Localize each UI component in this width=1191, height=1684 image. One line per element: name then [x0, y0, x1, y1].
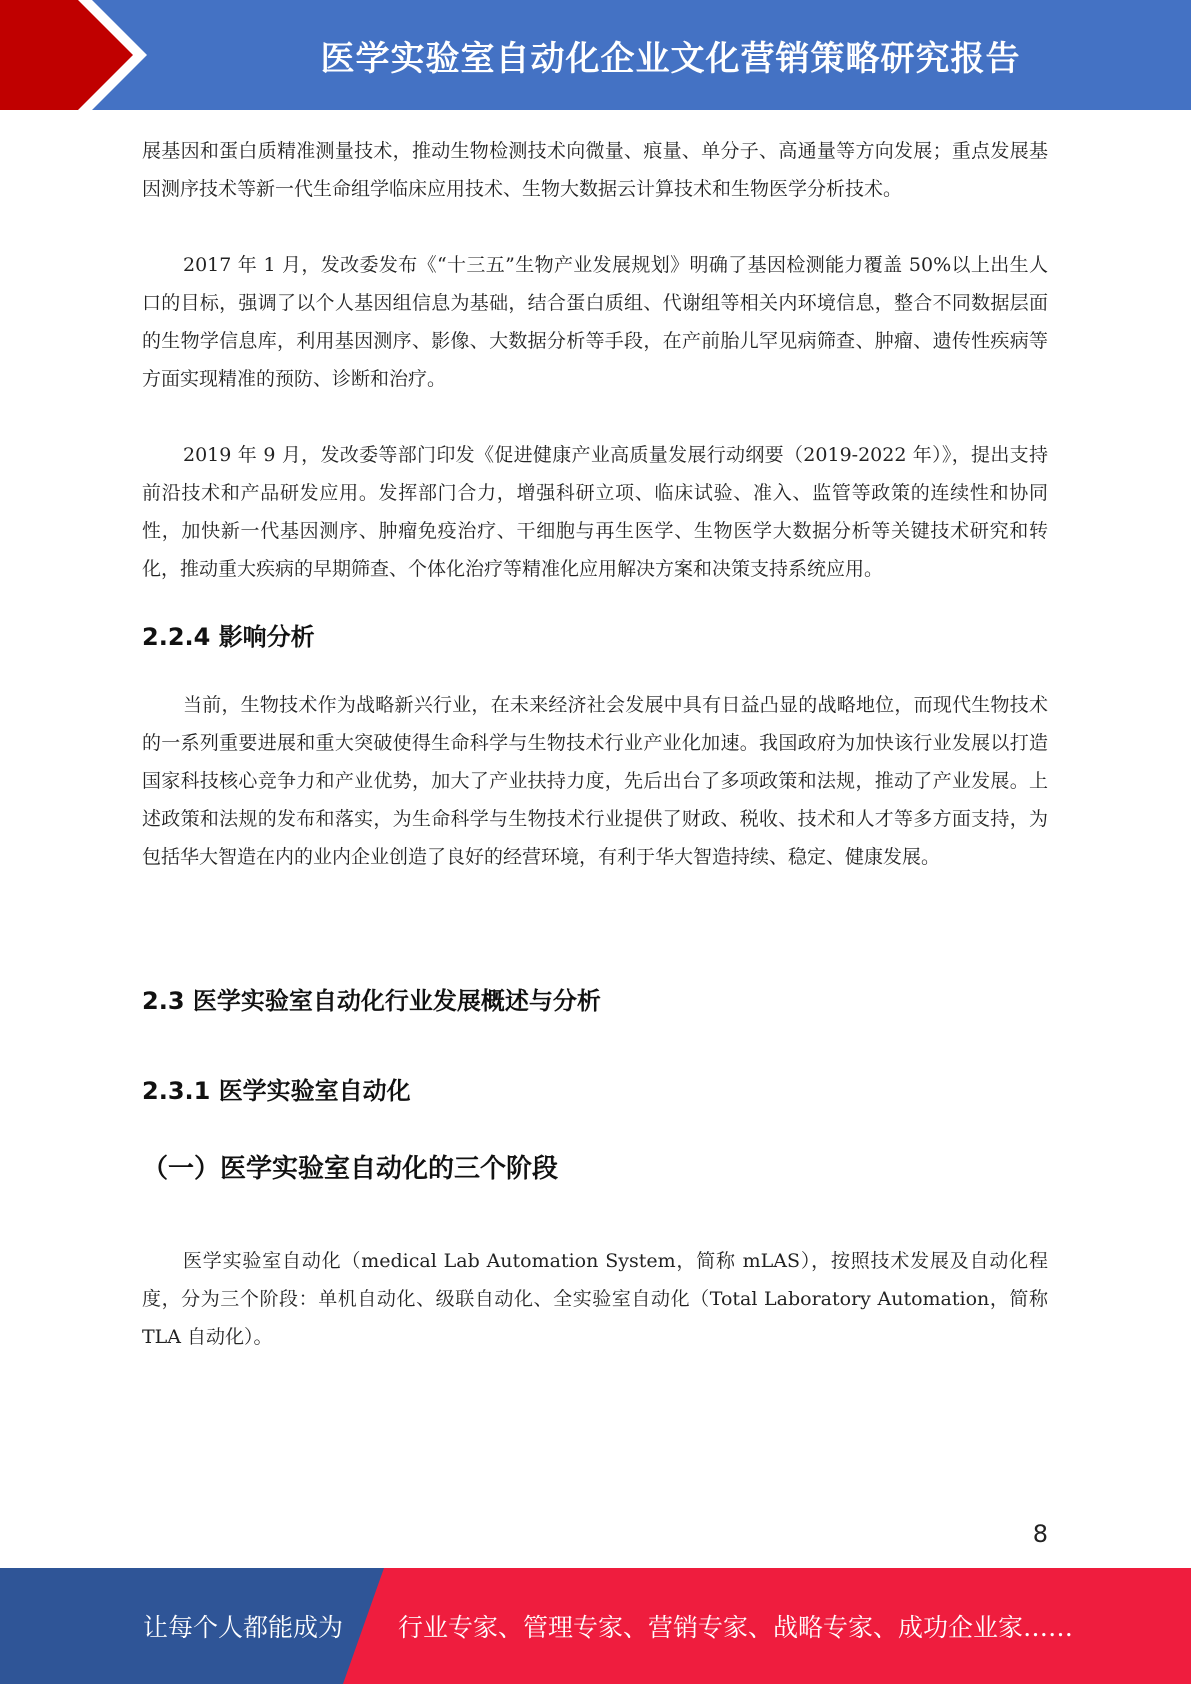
footer-slogan-right: 行业专家、管理专家、营销专家、战略专家、成功企业家……	[398, 1613, 1074, 1642]
page-content	[142, 132, 1048, 1356]
paragraph-mlas: 医学实验室自动化（medical Lab Automation System，简称 mLAS），按照技术发展及自动化程度，分为三个阶段：单机自动化、级联自动化、全实验室自动化（Total Laboratory Automation，简称 TLA 自动化）。	[142, 1250, 1048, 1348]
report-title: 医学实验室自动化企业文化营销策略研究报告	[320, 38, 1021, 79]
heading-2-3: 2.3 医学实验室自动化行业发展概述与分析	[142, 987, 601, 1015]
header-arrow-decoration	[0, 0, 160, 110]
heading-2-2-4: 2.2.4 影响分析	[142, 623, 315, 651]
paragraph-2017-plan: 2017 年 1 月，发改委发布《“十三五”生物产业发展规划》明确了基因检测能力覆盖 50%以上出生人口的目标，强调了以个人基因组信息为基础，结合蛋白质组、代谢组等相关内环境信息，整合不同数据层面的生物学信息库，利用基因测序、影像、大数据分析等手段，在产前胎儿罕见病筛查、肿瘤、遗传性疾病等方面实现精准的预防、诊断和治疗。	[142, 254, 1048, 390]
paragraph-gene-tech: 展基因和蛋白质精准测量技术，推动生物检测技术向微量、痕量、单分子、高通量等方向发展；重点发展基因测序技术等新一代生命组学临床应用技术、生物大数据云计算技术和生物医学分析技术。	[142, 140, 1048, 200]
page-number: 8	[1032, 1520, 1048, 1548]
page-header	[0, 0, 1191, 110]
paragraph-2019-outline: 2019 年 9 月，发改委等部门印发《促进健康产业高质量发展行动纲要（2019-2022 年）》，提出支持前沿技术和产品研发应用。发挥部门合力，增强科研立项、临床试验、准入、监管等政策的连续性和协同性，加快新一代基因测序、肿瘤免疫治疗、干细胞与再生医学、生物医学大数据分析等关键技术研究和转化，推动重大疾病的早期筛查、个体化治疗等精准化应用解决方案和决策支持系统应用。	[142, 444, 1048, 580]
heading-three-stages: （一）医学实验室自动化的三个阶段	[142, 1154, 559, 1184]
page-footer	[0, 1568, 1191, 1684]
paragraph-impact-analysis: 当前，生物技术作为战略新兴行业，在未来经济社会发展中具有日益凸显的战略地位，而现代生物技术的一系列重要进展和重大突破使得生命科学与生物技术行业产业化加速。我国政府为加快该行业发展以打造国家科技核心竞争力和产业优势，加大了产业扶持力度，先后出台了多项政策和法规，推动了产业发展。上述政策和法规的发布和落实，为生命科学与生物技术行业提供了财政、税收、技术和人才等多方面支持，为包括华大智造在内的业内企业创造了良好的经营环境，有利于华大智造持续、稳定、健康发展。	[142, 694, 1048, 868]
footer-slogan-left: 让每个人都能成为	[143, 1613, 344, 1642]
heading-2-3-1: 2.3.1 医学实验室自动化	[142, 1077, 411, 1105]
